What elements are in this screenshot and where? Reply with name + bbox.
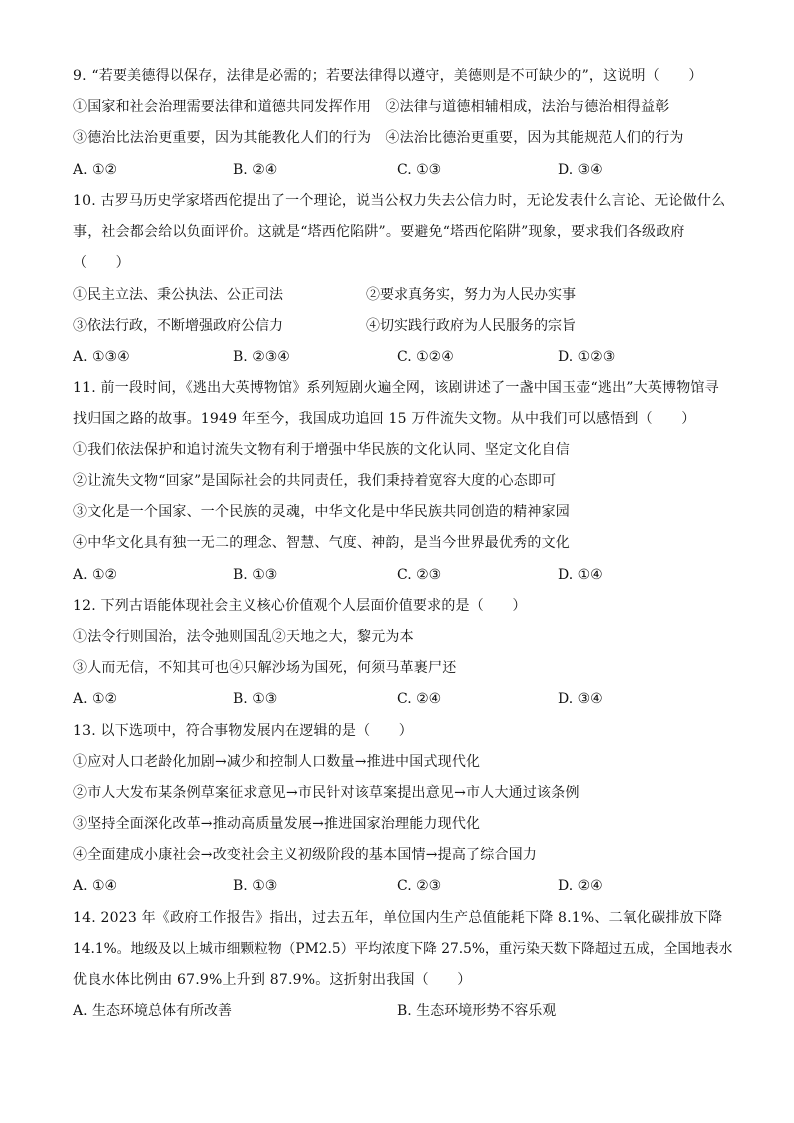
q9-statements-2: ③德治比法治更重要，因为其能教化人们的行为 ④法治比德治更重要，因为其能规范人们的行为 (73, 130, 684, 146)
q10-stem-2: 事，社会都会给以负面评价。这就是“塔西佗陷阱”。要避免“塔西佗陷阱”现象，要求我们各级政府 (73, 224, 685, 240)
q14-stem-2: 14.1%。地级及以上城市细颗粒物（PM2.5）平均浓度下降 27.5%，重污染天数下降超过五成，全国地表水 (73, 941, 733, 957)
q9-option-b: B. ②④ (233, 162, 278, 178)
q10-option-c: C. ①②④ (397, 349, 454, 365)
q12-statements-2: ③人而无信，不知其可也④只解沙场为国死，何须马革裹尸还 (73, 660, 457, 676)
q12-statements-1: ①法令行则国治，法令弛则国乱②天地之大，黎元为本 (73, 629, 414, 645)
q11-statement-3: ③文化是一个国家、一个民族的灵魂，中华文化是中华民族共同创造的精神家园 (73, 504, 570, 520)
q12-option-d: D. ③④ (558, 691, 603, 707)
q9-option-c: C. ①③ (397, 162, 442, 178)
q9-statements-1: ①国家和社会治理需要法律和道德共同发挥作用 ②法律与道德相辅相成，法治与德治相得益彰 (73, 99, 670, 115)
q10-statement-2: ②要求真务实，努力为人民办实事 (366, 287, 576, 303)
q11-stem-2: 找归国之路的故事。1949 年至今，我国成功追回 15 万件流失文物。从中我们可以感悟到（ ） (73, 411, 696, 427)
q13-statement-3: ③坚持全面深化改革→推动高质量发展→推进国家治理能力现代化 (73, 816, 481, 832)
q10-option-d: D. ①②③ (558, 349, 616, 365)
q14-option-a: A. 生态环境总体有所改善 (73, 1003, 233, 1019)
q13-option-d: D. ②④ (558, 878, 603, 894)
q13-option-c: C. ②③ (397, 878, 442, 894)
q12-option-a: A. ①② (73, 691, 118, 707)
q12-option-b: B. ①③ (233, 691, 278, 707)
q11-option-a: A. ①② (73, 567, 118, 583)
q12-option-c: C. ②④ (397, 691, 442, 707)
q10-statement-1: ①民主立法、秉公执法、公正司法 (73, 287, 283, 303)
q13-statement-2: ②市人大发布某条例草案征求意见→市民针对该草案提出意见→市人大通过该条例 (73, 785, 580, 801)
q11-option-b: B. ①③ (233, 567, 278, 583)
q9-option-d: D. ③④ (558, 162, 603, 178)
q13-stem: 13. 以下选项中，符合事物发展内在逻辑的是（ ） (73, 723, 413, 739)
q13-statement-1: ①应对人口老龄化加剧→减少和控制人口数量→推进中国式现代化 (73, 754, 481, 770)
q11-statement-4: ④中华文化具有独一无二的理念、智慧、气度、神韵，是当今世界最优秀的文化 (73, 535, 570, 551)
q10-option-a: A. ①③④ (73, 349, 130, 365)
q9-stem: 9. “若要美德得以保存，法律是必需的；若要法律得以遵守，美德则是不可缺少的”，这说明（ ） (73, 68, 703, 84)
q12-stem: 12. 下列古语能体现社会主义核心价值观个人层面价值要求的是（ ） (73, 598, 527, 614)
q10-stem-1: 10. 古罗马历史学家塔西佗提出了一个理论，说当公权力失去公信力时，无论发表什么言论、无论做什么 (73, 193, 726, 209)
q14-stem-1: 14. 2023 年《政府工作报告》指出，过去五年，单位国内生产总值能耗下降 8.1%、二氧化碳排放下降 (73, 910, 723, 926)
q10-statement-3: ③依法行政，不断增强政府公信力 (73, 318, 283, 334)
q11-statement-1: ①我们依法保护和追讨流失文物有利于增强中华民族的文化认同、坚定文化自信 (73, 442, 570, 458)
q13-option-b: B. ①③ (233, 878, 278, 894)
q10-option-b: B. ②③④ (233, 349, 290, 365)
q10-statement-4: ④切实践行政府为人民服务的宗旨 (366, 318, 576, 334)
q11-statement-2: ②让流失文物“回家”是国际社会的共同责任，我们秉持着宽容大度的心态即可 (73, 473, 557, 489)
q11-option-d: D. ①④ (558, 567, 603, 583)
q13-statement-4: ④全面建成小康社会→改变社会主义初级阶段的基本国情→提高了综合国力 (73, 847, 538, 863)
q13-option-a: A. ①④ (73, 878, 118, 894)
q14-stem-3: 优良水体比例由 67.9%上升到 87.9%。这折射出我国（ ） (73, 972, 472, 988)
q11-stem-1: 11. 前一段时间，《逃出大英博物馆》系列短剧火遍全网，该剧讲述了一盏中国玉壶“逃出”大英博物馆寻 (73, 380, 719, 396)
q14-option-b: B. 生态环境形势不容乐观 (397, 1003, 557, 1019)
q10-stem-3: （ ） (73, 255, 130, 271)
q9-option-a: A. ①② (73, 162, 118, 178)
q11-option-c: C. ②③ (397, 567, 442, 583)
